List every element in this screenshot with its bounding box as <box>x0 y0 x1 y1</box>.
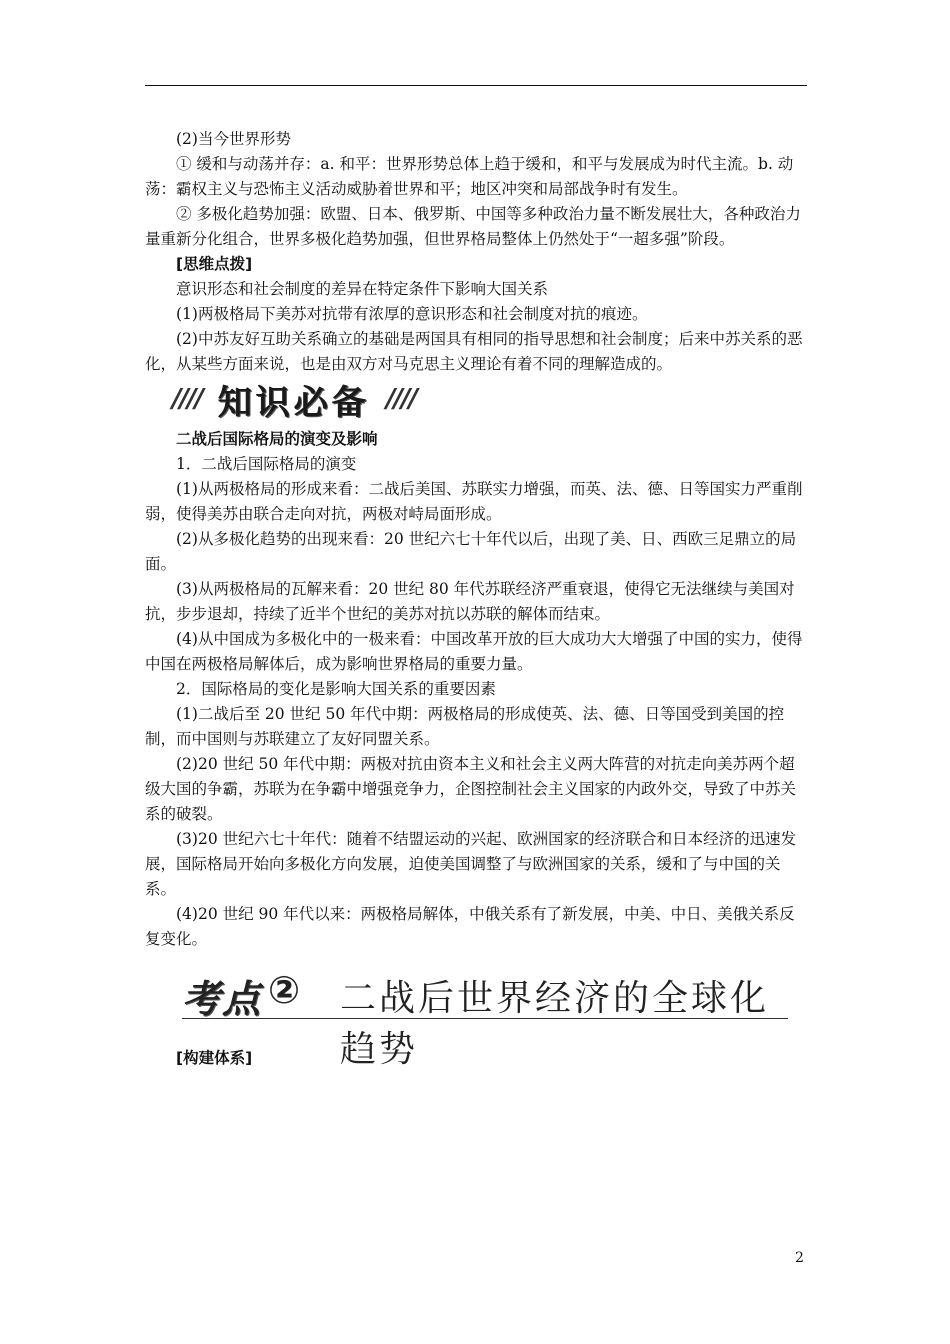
paragraph-multipolarity: ② 多极化趋势加强：欧盟、日本、俄罗斯、中国等多种政治力量不断发展壮大，各种政治力量重新分化组合，世界多极化趋势加强，但世界格局整体上仍然处于“一超多强”阶段。 <box>145 205 801 248</box>
thinking-heading: [思维点拨] <box>176 255 253 273</box>
knowledge-heading: 二战后国际格局的演变及影响 <box>176 430 378 448</box>
banner-right-decoration: //// <box>385 384 416 414</box>
thinking-point-2: (2)中苏友好互助关系确立的基础是两国具有相同的指导思想和社会制度；后来中苏关系的恶化，从某些方面来说，也是由双方对马克思主义理论有着不同的理解造成的。 <box>145 330 803 373</box>
thinking-point-1: (1)两极格局下美苏对抗带有浓厚的意识形态和社会制度对抗的痕迹。 <box>176 305 648 323</box>
item1-point-3: (3)从两极格局的瓦解来看：20 世纪 80 年代苏联经济严重衰退，使得它无法继续与美国对抗，步步退却，持续了近半个世纪的美苏对抗以苏联的解体而结束。 <box>145 580 795 623</box>
kaodian-title: 二战后世界经济的全球化趋势 <box>340 978 770 1070</box>
kaodian-number: ② <box>268 968 301 1012</box>
item1-point-2: (2)从多极化趋势的出现来看：20 世纪六七十年代以后，出现了美、日、西欧三足鼎立的局面。 <box>145 530 797 573</box>
thinking-intro: 意识形态和社会制度的差异在特定条件下影响大国关系 <box>176 280 549 298</box>
item1-point-4: (4)从中国成为多极化中的一极来看：中国改革开放的巨大成功大大增强了中国的实力，使得中国在两极格局解体后，成为影响世界格局的重要力量。 <box>145 630 803 673</box>
build-system-heading: [构建体系] <box>176 1049 253 1067</box>
item2-point-3: (3)20 世纪六七十年代：随着不结盟运动的兴起、欧洲国家的经济联合和日本经济的迅速发展，国际格局开始向多极化方向发展，迫使美国调整了与欧洲国家的关系，缓和了与中国的关系。 <box>145 830 797 898</box>
item1-title: 1．二战后国际格局的演变 <box>176 455 357 473</box>
kaodian-label: 考点 <box>182 976 263 1021</box>
banner-title: 知识必备 <box>217 382 370 423</box>
banner-left-decoration: //// <box>172 384 202 414</box>
paragraph-current-world-situation: (2)当今世界形势 <box>176 130 291 148</box>
header-rule <box>145 85 807 86</box>
page-number: 2 <box>795 1250 804 1266</box>
kaodian-underline <box>182 1018 788 1019</box>
item1-point-1: (1)从两极格局的形成来看：二战后美国、苏联实力增强，而英、法、德、日等国实力严重削弱，使得美苏由联合走向对抗，两极对峙局面形成。 <box>145 480 803 523</box>
paragraph-easing-and-turmoil: ① 缓和与动荡并存：a. 和平：世界形势总体上趋于缓和，和平与发展成为时代主流。b. 动荡：霸权主义与恐怖主义活动威胁着世界和平；地区冲突和局部战争时有发生。 <box>145 155 794 198</box>
item2-point-2: (2)20 世纪 50 年代中期：两极对抗由资本主义和社会主义两大阵营的对抗走向美苏两个超级大国的争霸，苏联为在争霸中增强竞争力，企图控制社会主义国家的内政外交，导致了中苏关系的破裂。 <box>145 755 797 823</box>
knowledge-banner <box>172 378 522 423</box>
item2-point-4: (4)20 世纪 90 年代以来：两极格局解体，中俄关系有了新发展，中美、中日、美俄关系反复变化。 <box>145 905 795 948</box>
item2-title: 2．国际格局的变化是影响大国关系的重要因素 <box>176 680 496 698</box>
item2-point-1: (1)二战后至 20 世纪 50 年代中期：两极格局的形成使英、法、德、日等国受到美国的控制，而中国则与苏联建立了友好同盟关系。 <box>145 705 785 748</box>
